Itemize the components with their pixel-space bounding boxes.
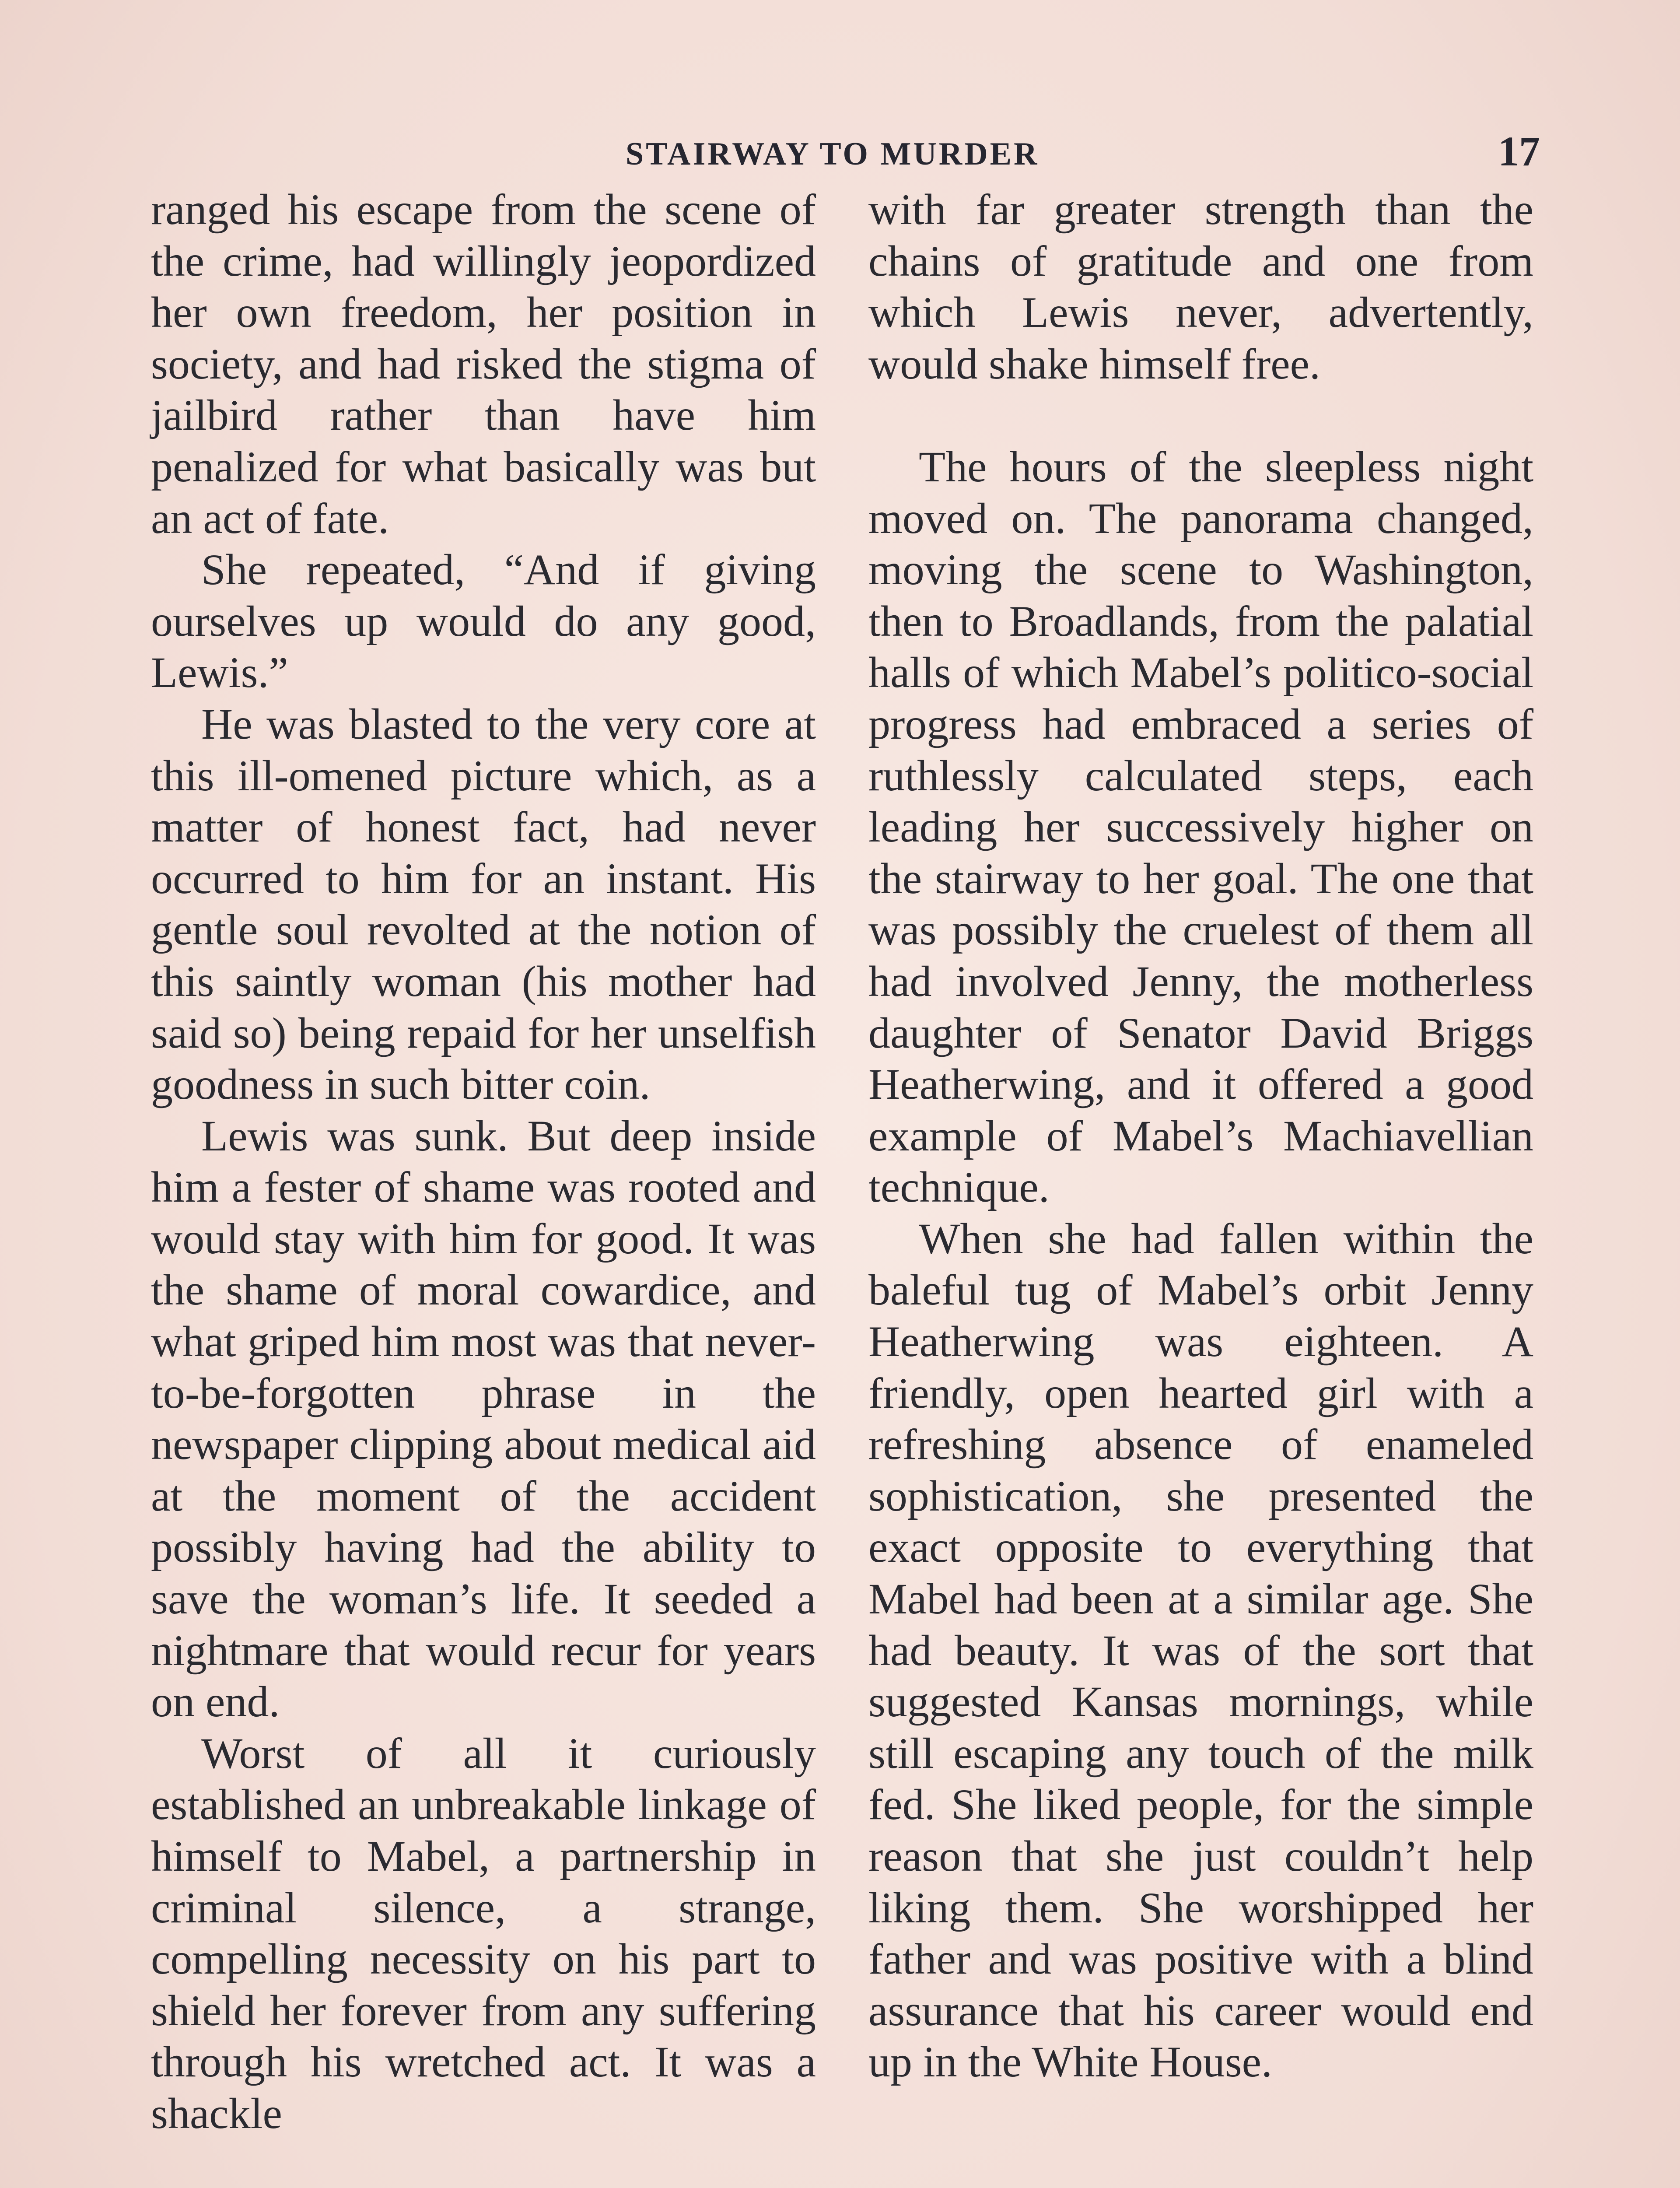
paragraph: Worst of all it curiously established an unbreakable linkage of himself to Mabel, a partnership in criminal silence, a strange, compelling necessity on his part to shield her forever from any suffering through his wretched act. It was a shackle [151, 1729, 816, 2138]
right-column [868, 184, 1533, 2088]
paragraph: The hours of the sleepless night moved on. The panorama changed, moving the scene to Washington, then to Broadlands, from the palatial halls of which Mabel’s politico-social progress had embraced a series of ruthlessly calculated steps, each leading her successively higher on the stairway to her goal. The one that was possibly the cruelest of them all had involved Jenny, the motherless daughter of Senator David Briggs Heatherwing, and it offered a good example of Mabel’s Machiavellian technique. [868, 442, 1533, 1212]
page-number: 17 [1498, 128, 1540, 175]
paragraph: ranged his escape from the scene of the crime, had willingly jeopordized her own freedom, her position in society, and had risked the stigma of jailbird rather than have him penalized for what basically was but an act of fate. [151, 185, 816, 543]
paragraph: He was blasted to the very core at this ill-omened picture which, as a matter of honest fact, had never occurred to him for an instant. His gentle soul revolted at the notion of this saintly woman (his mother had said so) being repaid for her unselfish goodness in such bitter coin. [151, 699, 816, 1109]
paragraph: Lewis was sunk. But deep inside him a fester of shame was rooted and would stay with him for good. It was the shame of moral cowardice, and what griped him most was that never-to-be-forgotten phrase in the newspaper clipping about medical aid at the moment of the accident possibly having had the ability to save the woman’s life. It seeded a nightmare that would recur for years on end. [151, 1111, 816, 1726]
paragraph: with far greater strength than the chains of gratitude and one from which Lewis never, advertently, would shake himself free. [868, 185, 1533, 388]
page-header [149, 127, 1540, 179]
paragraph: She repeated, “And if giving ourselves up would do any good, Lewis.” [151, 545, 816, 697]
running-head: STAIRWAY TO MURDER [626, 136, 1040, 172]
paragraph: When she had fallen within the baleful tug of Mabel’s orbit Jenny Heatherwing was eighteen. A friendly, open hearted girl with a refreshing absence of enameled sophistication, she presented the exact opposite to everything that Mabel had been at a similar age. She had beauty. It was of the sort that suggested Kansas mornings, while still escaping any touch of the milk fed. She liked people, for the simple reason that she just couldn’t help liking them. She worshipped her father and was positive with a blind assurance that his career would end up in the White House. [868, 1214, 1533, 2086]
section-break [868, 389, 1533, 441]
left-column [151, 184, 816, 2139]
